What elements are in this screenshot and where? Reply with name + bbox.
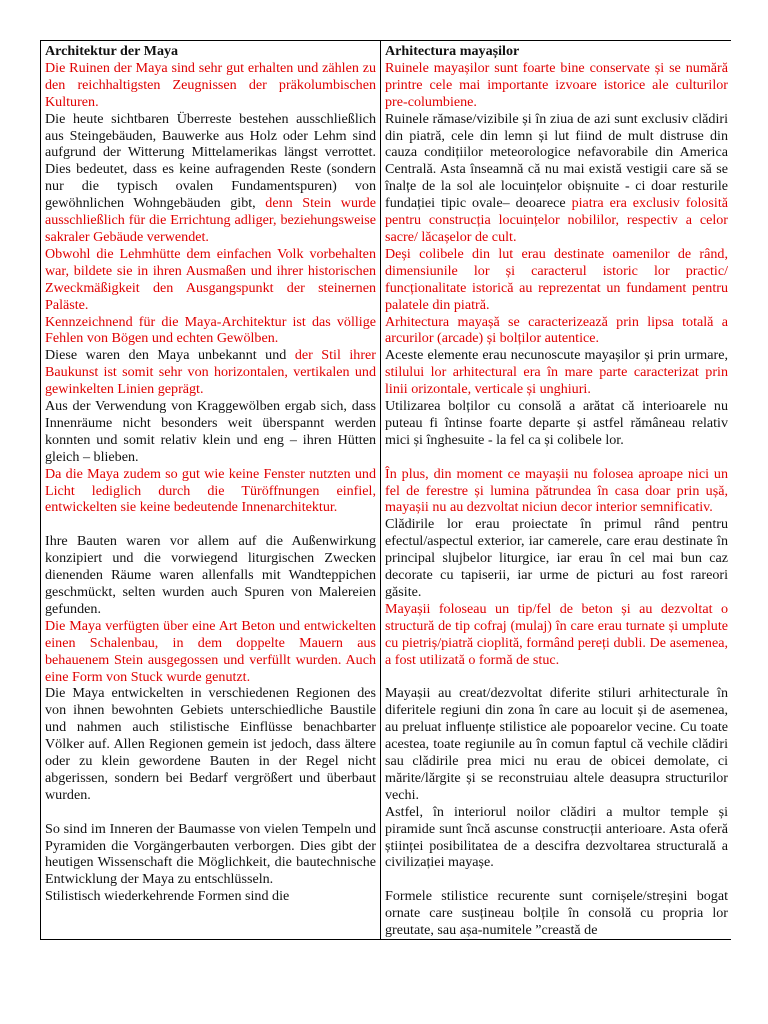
paragraph	[385, 685, 728, 803]
body-text: Mayașii au creat/dezvoltat diferite stiluri arhitecturale în diferitele regiuni din zona în care au locuit și de asemenea, au preluat influențe stilistice ale popoarelor vecine. Cu toate acestea, toate regiunile au în comun faptul că vechile clădiri sau clădirile prea mici nu erau de obicei demolate, ci mărite/lărgite și se reconstruiau altele deasupra structurilor vechi.	[385, 685, 728, 803]
romanian-text	[385, 60, 728, 939]
body-text: Utilizarea bolților cu consolă a arătat că interioarele nu puteau fi întinse foarte departe și astfel rămâneau relativ mici și înghesuite - la fel ca și colibele lor.	[385, 398, 728, 448]
highlighted-text: Die Ruinen der Maya sind sehr gut erhalten und zählen zu den reichhaltigsten Zeugnissen der präkolumbischen Kulturen.	[45, 59, 376, 110]
paragraph	[45, 466, 376, 517]
paragraph	[385, 888, 728, 939]
highlighted-text: Obwohl die Lehmhütte dem einfachen Volk vorbehalten war, bildete sie in ihren Ausmaßen und ihrer historischen Zweckmäßigkeit den Ausgangspunkt der steinernen Paläste.	[45, 245, 376, 313]
paragraph	[45, 888, 376, 905]
paragraph	[45, 398, 376, 466]
paragraph	[45, 347, 376, 398]
body-text: Astfel, în interiorul noilor clădiri a multor temple și piramide sunt încă ascunse construcții anterioare. Asta oferă științei posibilitatea de a descifra dezvoltarea structurală a civilizației mayașe.	[385, 803, 728, 871]
paragraph	[45, 618, 376, 686]
paragraph-gap	[45, 516, 376, 533]
german-heading: Architektur der Maya	[45, 43, 179, 59]
paragraph-gap	[385, 871, 728, 888]
paragraph	[385, 60, 728, 111]
paragraph	[385, 314, 728, 348]
paragraph	[45, 111, 376, 246]
body-text: Formele stilistice recurente sunt cornișele/streșini bogat ornate care susțineau bolțile în consolă cu propria lor greutate, sau așa-numitele ”creastă de	[385, 888, 728, 939]
german-column	[41, 41, 381, 940]
body-text: Stilistisch wiederkehrende Formen sind die	[45, 888, 290, 905]
paragraph	[385, 601, 728, 669]
highlighted-text: der Stil ihrer Baukunst ist somit sehr von horizontalen, vertikalen und gewinkelten Linien geprägt.	[45, 347, 376, 398]
table-row	[41, 41, 732, 940]
body-text: Ruinele rămase/vizibile și în ziua de azi sunt exclusiv clădiri din piatră, cele din lemn și lut fiind de mult distruse din cauza condițiilor meteorologice nefavorabile din America Centrală. Asta înseamnă că nu mai există vestigii care să se înalțe de la sol ale locuințelor obișnuite - ci doar resturile fundației tipic ovale– deoarece	[385, 110, 728, 212]
german-text	[45, 60, 376, 905]
highlighted-text: stilului lor arhitectural era în mare parte caracterizat prin linii orizontale, verticale și unghiuri.	[385, 364, 728, 398]
paragraph	[45, 533, 376, 618]
highlighted-text: Ruinele mayașilor sunt foarte bine conservate și se numără printre cele mai importante izvoare istorice ale culturilor pre-columbiene.	[385, 59, 728, 110]
highlighted-text: Kennzeichnend für die Maya-Architektur ist das völlige Fehlen von Bögen und echten Gewölben.	[45, 313, 376, 347]
highlighted-text: Deși colibele din lut erau destinate oamenilor de rând, dimensiunile lor și caracterul istoric lor practic/ funcționalitate istorică au reprezentat un fundament pentru palatele din piatră.	[385, 245, 728, 313]
paragraph	[385, 111, 728, 246]
paragraph	[385, 466, 728, 517]
paragraph	[45, 685, 376, 803]
highlighted-text: Mayașii foloseau un tip/fel de beton și au dezvoltat o structură de tip cofraj (mulaj) în care erau turnate și umplute cu pietriș/piatră cioplită, formând pereți dubli. De asemenea, a fost utilizată o formă de stuc.	[385, 600, 728, 668]
paragraph-gap	[385, 449, 728, 466]
romanian-column	[381, 41, 732, 940]
highlighted-text: Da die Maya zudem so gut wie keine Fenster nutzten und Licht lediglich durch die Türöffnungen einfiel, entwickelten sie keine bedeutende Innenarchitektur.	[45, 465, 376, 516]
paragraph-gap	[385, 669, 728, 686]
paragraph	[45, 314, 376, 348]
highlighted-text: denn Stein wurde ausschließlich für die Errichtung adliger, beziehungsweise sakraler Gebäude verwendet.	[45, 195, 377, 245]
romanian-heading: Arhitectura mayașilor	[385, 43, 520, 59]
body-text: Die Maya entwickelten in verschiedenen Regionen des von ihnen bewohnten Gebiets unterschiedliche Baustile und nahmen auch stilistische Einflüsse benachbarter Völker auf. Allen Regionen gemein ist jedoch, dass ältere oder zu klein gewordene Bauten in der Regel nicht abgerissen, sondern bei Bedarf vergrößert und überbaut wurden.	[45, 685, 376, 803]
body-text: Aus der Verwendung von Kraggewölben ergab sich, dass Innenräume nicht besonders weit überspannt werden konnten und somit relativ klein und eng – ihren Hütten gleich – blieben.	[45, 398, 376, 465]
paragraph-gap	[45, 804, 376, 821]
paragraph	[385, 804, 728, 872]
paragraph	[385, 246, 728, 314]
document-page	[40, 40, 731, 1024]
body-text: Diese waren den Maya unbekannt und	[45, 347, 295, 364]
highlighted-text: piatra era exclusiv folosită pentru construcția locuințelor nobililor, respectiv a celor sacre/ lăcașelor de cult.	[385, 195, 728, 245]
paragraph	[385, 516, 728, 601]
body-text: Clădirile lor erau proiectate în primul rând pentru efectul/aspectul exterior, iar camerele, care erau destinate în principal slujbelor liturgice, iar erau în cel mai bun caz decorate cu tapiserii, iar urme de picturi au fost rareori găsite.	[385, 516, 728, 600]
highlighted-text: Die Maya verfügten über eine Art Beton und entwickelten einen Schalenbau, in dem doppelte Mauern aus behauenem Stein ausgegossen und verfüllt wurden. Auch eine Form von Stuck wurde genutzt.	[45, 617, 376, 685]
paragraph	[385, 398, 728, 449]
bilingual-table	[40, 40, 731, 940]
body-text: So sind im Inneren der Baumasse von vielen Tempeln und Pyramiden die Vorgängerbauten verborgen. Dies gibt der heutigen Wissenschaft die Möglichkeit, die bautechnische Entwicklung der Maya zu entschlüsseln.	[45, 820, 376, 888]
body-text: Aceste elemente erau necunoscute mayașilor și prin urmare,	[385, 347, 728, 364]
paragraph	[385, 347, 728, 398]
paragraph	[45, 821, 376, 889]
highlighted-text: Arhitectura mayașă se caracterizează prin lipsa totală a arcurilor (arcade) și bolților autentice.	[385, 313, 728, 347]
paragraph	[45, 246, 376, 314]
paragraph	[45, 60, 376, 111]
highlighted-text: În plus, din moment ce mayașii nu folosea aproape nici un fel de ferestre și lumina pătrundea în casa doar prin ușă, mayașii nu au dezvoltat niciun decor interior semnificativ.	[385, 465, 728, 516]
body-text: Die heute sichtbaren Überreste bestehen ausschließlich aus Steingebäuden, Bauwerke aus Holz oder Lehm sind aufgrund der Witterung Mittelamerikas längst verrottet. Dies bedeutet, dass es keine aufragenden Reste (sondern nur die typisch ovalen Fundamentspuren) von gewöhnlichen Wohngebäuden gibt,	[45, 110, 376, 212]
body-text: Ihre Bauten waren vor allem auf die Außenwirkung konzipiert und die vorwiegend liturgischen Zwecken dienenden Räume waren allenfalls mit Wandteppichen geschmückt, selten wurden auch Spuren von Malereien gefunden.	[45, 533, 376, 617]
